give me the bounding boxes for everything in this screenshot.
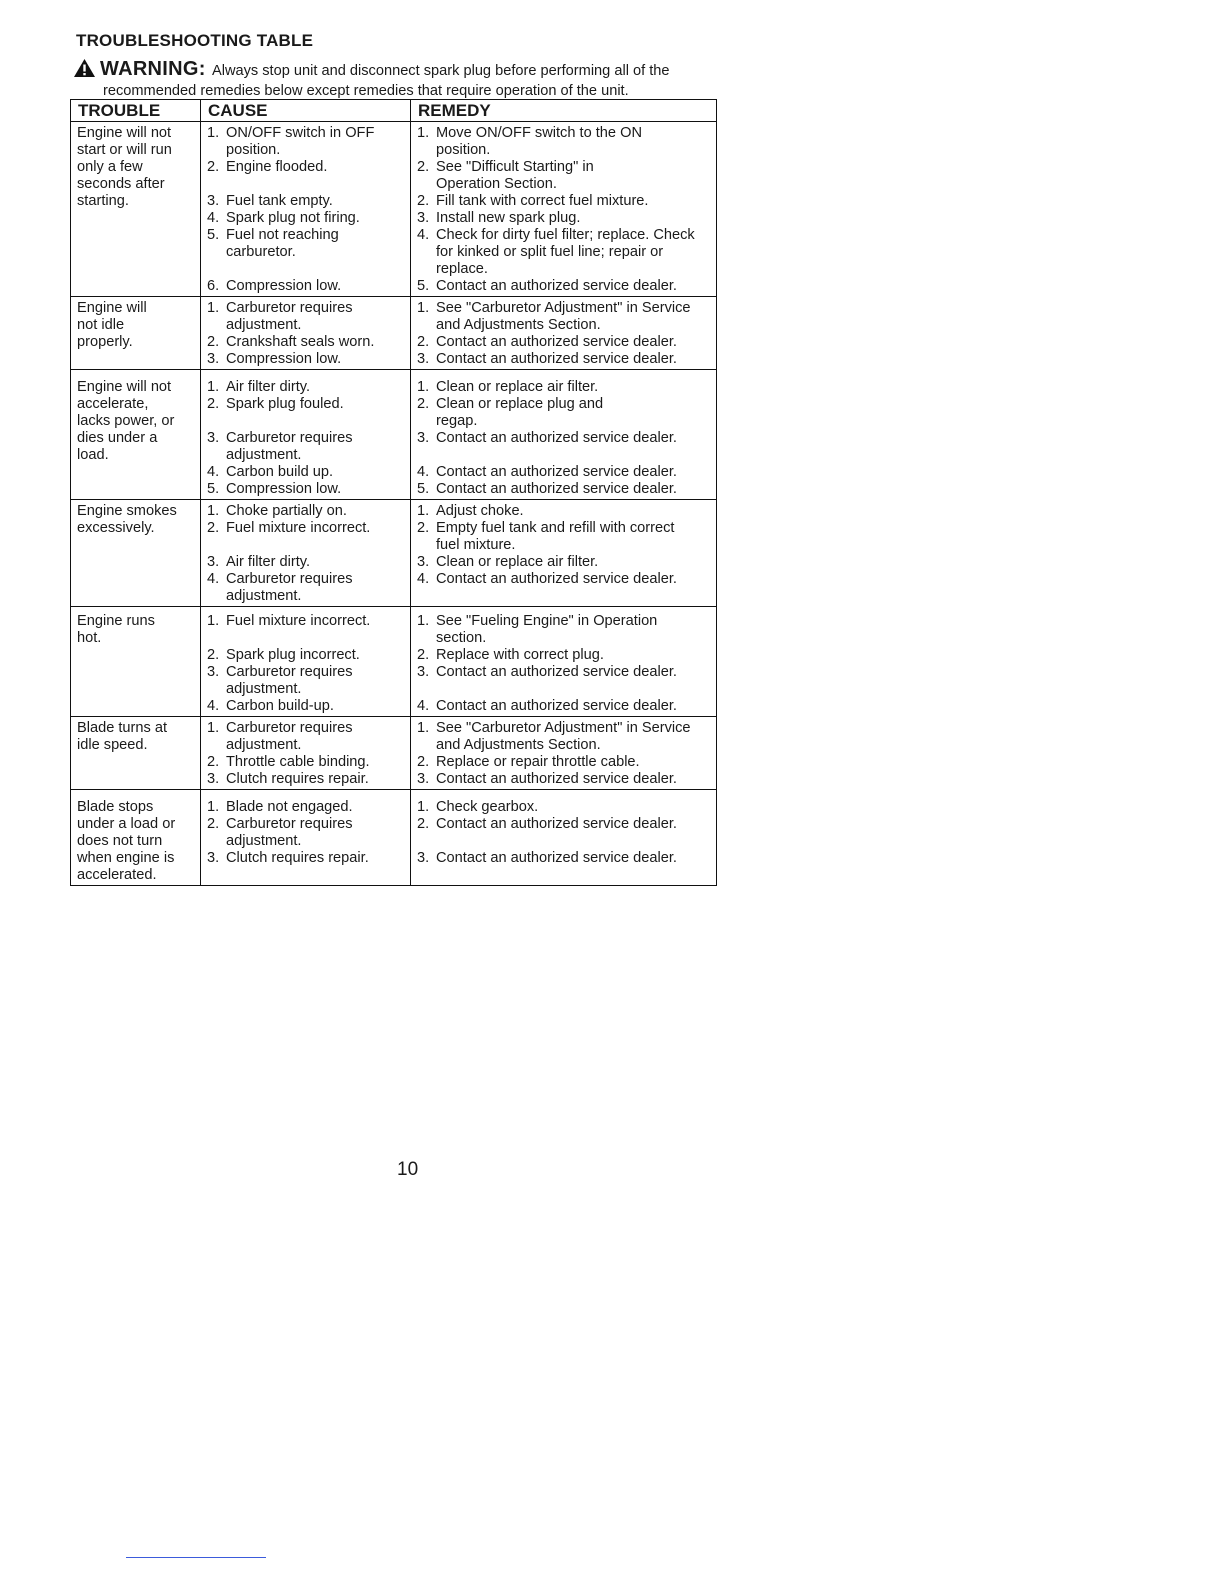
warning-text-line2: recommended remedies below except remedies that require operation of the unit.: [103, 83, 629, 99]
list-item: 1. Choke partially on.: [207, 503, 347, 519]
list-item: 5. Contact an authorized service dealer.: [417, 278, 677, 294]
list-item: 1. ON/OFF switch in OFF position.: [207, 125, 375, 158]
list-item: 3. Fuel tank empty.: [207, 193, 333, 209]
list-item: 2. Contact an authorized service dealer.: [417, 334, 677, 350]
list-item: 1. See "Carburetor Adjustment" in Service and Adjustments Section.: [417, 300, 691, 333]
trouble-cell: Engine runs hot.: [71, 607, 201, 717]
remedy-cell: [411, 500, 717, 607]
header-trouble: TROUBLE: [71, 100, 201, 122]
list-item: 2. Throttle cable binding.: [207, 754, 370, 770]
table-row: [71, 500, 717, 607]
table-row: [71, 717, 717, 790]
list-item: 1. Check gearbox.: [417, 799, 539, 815]
list-item: 3. Compression low.: [207, 351, 342, 367]
list-item: 1. Clean or replace air filter.: [417, 379, 599, 395]
list-item: 2. Carburetor requires adjustment.: [207, 816, 353, 849]
trouble-cell: Engine will not idle properly.: [71, 297, 201, 370]
warning-label: WARNING:: [100, 58, 206, 80]
list-item: 4. Contact an authorized service dealer.: [417, 464, 677, 480]
list-item: 2. See "Difficult Starting" in Operation Section.: [417, 159, 594, 192]
remedy-cell: [411, 790, 717, 886]
cause-cell: [201, 790, 411, 886]
list-item: 3. Clutch requires repair.: [207, 850, 369, 866]
list-item: 5. Contact an authorized service dealer.: [417, 481, 677, 497]
table-row: [71, 790, 717, 886]
list-item: 1. Move ON/OFF switch to the ON position.: [417, 125, 642, 158]
footer-divider: [126, 1557, 266, 1558]
list-item: 5. Compression low.: [207, 481, 342, 497]
list-item: 4. Contact an authorized service dealer.: [417, 698, 677, 714]
list-item: 3. Carburetor requires adjustment.: [207, 430, 353, 463]
list-item: 1. See "Fueling Engine" in Operation section.: [417, 613, 658, 646]
list-item: 2. Contact an authorized service dealer.: [417, 816, 677, 832]
trouble-cell: Engine smokes excessively.: [71, 500, 201, 607]
list-item: 2. Crankshaft seals worn.: [207, 334, 375, 350]
list-item: 4. Spark plug not firing.: [207, 210, 360, 226]
list-item: 4. Carbon build-up.: [207, 698, 334, 714]
remedy-cell: [411, 297, 717, 370]
table-row: [71, 122, 717, 297]
list-item: 3. Contact an authorized service dealer.: [417, 664, 677, 680]
cause-cell: [201, 370, 411, 500]
cause-cell: [201, 717, 411, 790]
trouble-cell: Engine will not start or will run only a few seconds after starting.: [71, 122, 201, 297]
remedy-cell: [411, 122, 717, 297]
list-item: 2. Fill tank with correct fuel mixture.: [417, 193, 649, 209]
list-item: 2. Replace with correct plug.: [417, 647, 604, 663]
list-item: 1. Blade not engaged.: [207, 799, 353, 815]
list-item: 1. Fuel mixture incorrect.: [207, 613, 371, 629]
list-item: 2. Replace or repair throttle cable.: [417, 754, 640, 770]
warning-notice: [73, 58, 723, 100]
table-row: [71, 370, 717, 500]
list-item: 1. See "Carburetor Adjustment" in Service and Adjustments Section.: [417, 720, 691, 753]
list-item: 3. Contact an authorized service dealer.: [417, 430, 677, 446]
list-item: 2. Spark plug incorrect.: [207, 647, 360, 663]
cause-cell: [201, 607, 411, 717]
list-item: 3. Contact an authorized service dealer.: [417, 351, 677, 367]
remedy-cell: [411, 717, 717, 790]
remedy-cell: [411, 607, 717, 717]
list-item: 3. Clutch requires repair.: [207, 771, 369, 787]
list-item: 5. Fuel not reaching carburetor.: [207, 227, 339, 260]
table-header-row: [71, 100, 717, 122]
list-item: 3. Install new spark plug.: [417, 210, 581, 226]
list-item: 4. Carburetor requires adjustment.: [207, 571, 353, 604]
list-item: 2. Fuel mixture incorrect.: [207, 520, 371, 536]
list-item: 3. Clean or replace air filter.: [417, 554, 599, 570]
list-item: 1. Carburetor requires adjustment.: [207, 720, 353, 753]
cause-cell: [201, 122, 411, 297]
list-item: 3. Air filter dirty.: [207, 554, 311, 570]
remedy-cell: [411, 370, 717, 500]
list-item: 2. Empty fuel tank and refill with correct fuel mixture.: [417, 520, 675, 553]
list-item: 2. Clean or replace plug and regap.: [417, 396, 604, 429]
list-item: 6. Compression low.: [207, 278, 342, 294]
page-number: 10: [397, 1159, 419, 1180]
list-item: 1. Adjust choke.: [417, 503, 524, 519]
trouble-cell: Blade stops under a load or does not turn when engine is accelerated.: [71, 790, 201, 886]
list-item: 2. Spark plug fouled.: [207, 396, 344, 412]
list-item: 4. Carbon build up.: [207, 464, 334, 480]
troubleshooting-table: [70, 99, 717, 886]
cause-cell: [201, 297, 411, 370]
cause-cell: [201, 500, 411, 607]
header-remedy: REMEDY: [411, 100, 717, 122]
list-item: 1. Air filter dirty.: [207, 379, 311, 395]
list-item: 3. Contact an authorized service dealer.: [417, 771, 677, 787]
trouble-cell: Engine will not accelerate, lacks power, or dies under a load.: [71, 370, 201, 500]
list-item: 1. Carburetor requires adjustment.: [207, 300, 353, 333]
table-row: [71, 297, 717, 370]
warning-triangle-icon: [73, 58, 96, 83]
table-row: [71, 607, 717, 717]
page-title: TROUBLESHOOTING TABLE: [76, 31, 314, 50]
warning-text-line1: Always stop unit and disconnect spark plug before performing all of the: [211, 63, 670, 79]
list-item: 3. Carburetor requires adjustment.: [207, 664, 353, 697]
list-item: 2. Engine flooded.: [207, 159, 328, 175]
list-item: 3. Contact an authorized service dealer.: [417, 850, 677, 866]
list-item: 4. Contact an authorized service dealer.: [417, 571, 677, 587]
list-item: 4. Check for dirty fuel filter; replace. Check for kinked or split fuel line; repair or replace.: [417, 227, 695, 277]
header-cause: CAUSE: [201, 100, 411, 122]
trouble-cell: Blade turns at idle speed.: [71, 717, 201, 790]
